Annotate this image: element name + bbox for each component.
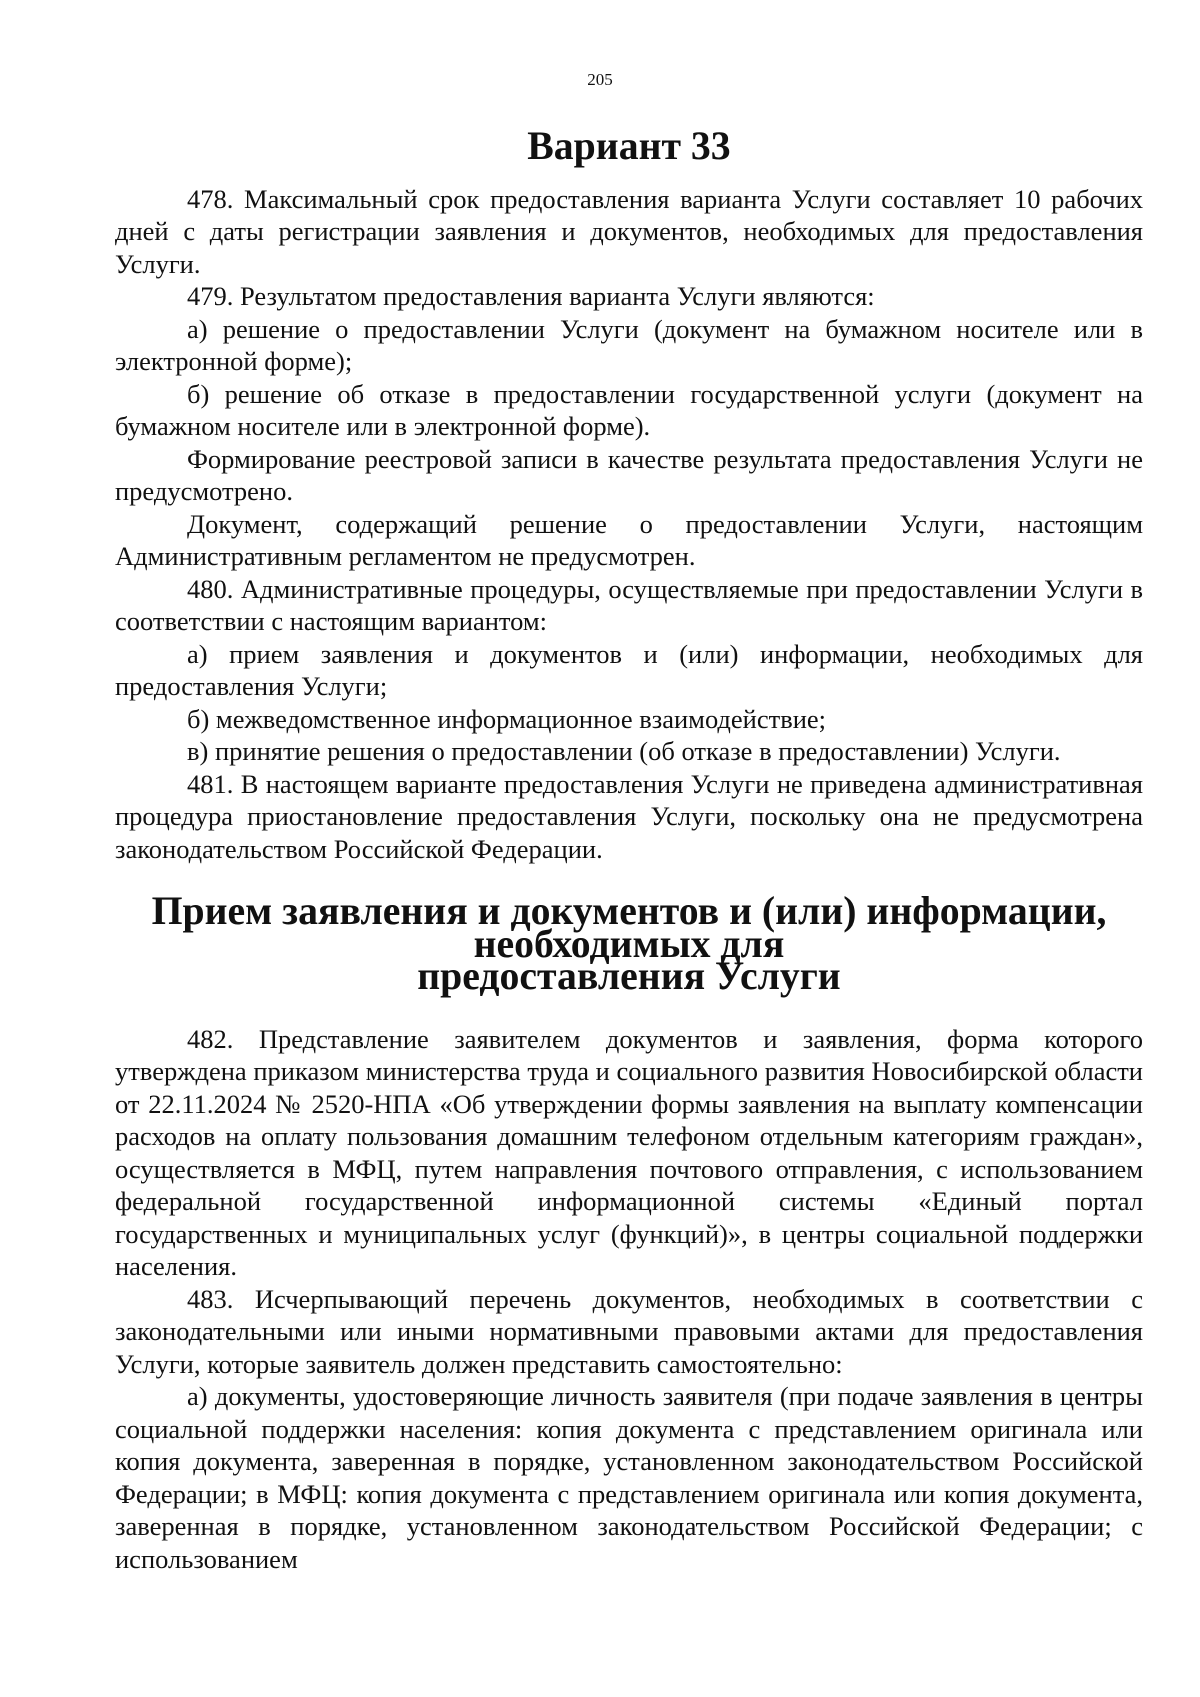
section-paragraphs xyxy=(115,1023,1143,1576)
paragraph-481: 481. В настоящем варианте предоставления Услуги не приведена административная процедура приостановление предоставления Услуги, поскольку она не предусмотрена законодательством Российской Федерации. xyxy=(115,768,1143,864)
paragraph-479-b: б) решение об отказе в предоставлении государственной услуги (документ на бумажном носителе или в электронной форме). xyxy=(115,378,1143,441)
paragraph-decision-document: Документ, содержащий решение о предоставлении Услуги, настоящим Административным регламентом не предусмотрен. xyxy=(115,508,1143,571)
variant-paragraphs xyxy=(115,183,1143,866)
variant-heading: Вариант 33 xyxy=(527,124,731,168)
section-heading xyxy=(115,889,1143,998)
paragraph-483-a: а) документы, удостоверяющие личность заявителя (при подаче заявления в центры социальной поддержки населения: копия документа с представлением оригинала или копия документа, заверенная в порядке, установленном законодательством Российской Федерации; в МФЦ: копия документа с представлением оригинала или копия документа, заверенная в порядке, установленном законодательством Российской Федерации; с использованием xyxy=(115,1381,1143,1574)
paragraph-479: 479. Результатом предоставления варианта Услуги являются: xyxy=(187,281,875,311)
paragraph-480: 480. Административные процедуры, осуществляемые при предоставлении Услуги в соответствии с настоящим вариантом: xyxy=(115,573,1143,636)
paragraph-483: 483. Исчерпывающий перечень документов, необходимых в соответствии с законодательными или иными нормативными правовыми актами для предоставления Услуги, которые заявитель должен представить самостоятельно: xyxy=(115,1283,1143,1379)
page-number: 205 xyxy=(587,70,613,89)
document-body xyxy=(115,124,1143,1575)
paragraph-480-b: б) межведомственное информационное взаимодействие; xyxy=(187,703,827,734)
paragraph-482: 482. Представление заявителем документов и заявления, форма которого утверждена приказом министерства труда и социального развития Новосибирской области от 22.11.2024 № 2520-НПА «Об утверждении формы заявления на выплату компенсации расходов на оплату пользования домашним телефоном отдельным категориям граждан», осуществляется в МФЦ, путем направления почтового отправления, с использованием федеральной государственной информационной системы «Единый портал государственных и муниципальных услуг (функций)», в центры социальной поддержки населения. xyxy=(115,1023,1143,1281)
paragraph-479-a: а) решение о предоставлении Услуги (документ на бумажном носителе или в электронной форме); xyxy=(115,313,1143,376)
paragraph-478: 478. Максимальный срок предоставления варианта Услуги составляет 10 рабочих дней с даты регистрации заявления и документов, необходимых для предоставления Услуги. xyxy=(115,183,1143,279)
paragraph-registry-record: Формирование реестровой записи в качестве результата предоставления Услуги не предусмотрено. xyxy=(115,443,1143,506)
section-heading-line-2: предоставления Услуги xyxy=(417,954,841,998)
paragraph-480-a: а) прием заявления и документов и (или) информации, необходимых для предоставления Услуги; xyxy=(115,638,1143,701)
section-heading-line-1: Прием заявления и документов и (или) информации, необходимых для xyxy=(151,889,1107,966)
paragraph-480-c: в) принятие решения о предоставлении (об отказе в предоставлении) Услуги. xyxy=(187,736,1061,766)
